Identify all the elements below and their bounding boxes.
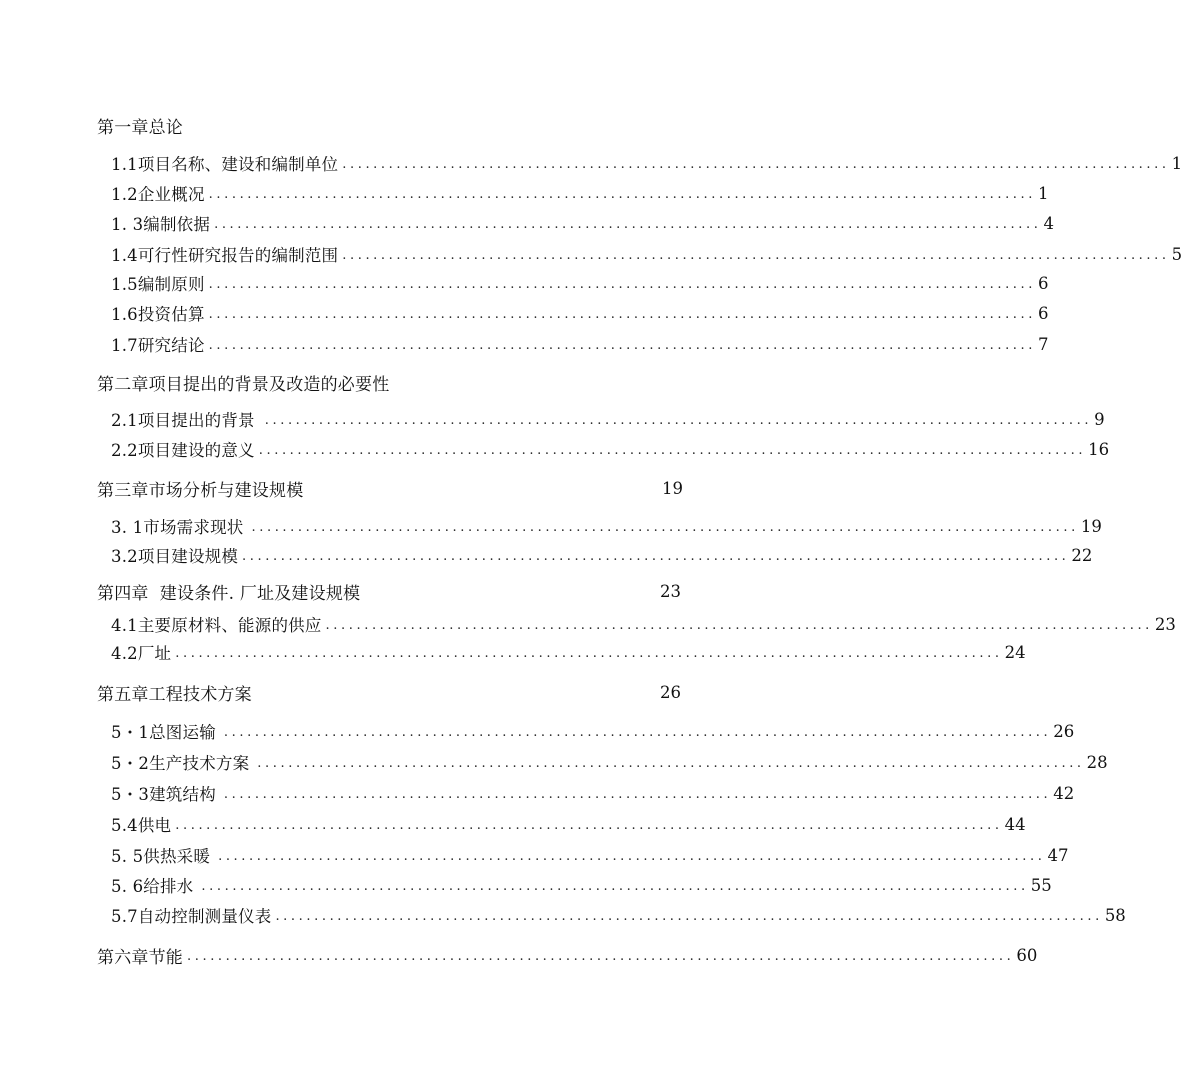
toc-page-number: 44 (1004, 814, 1026, 834)
toc-page-number: 26 (660, 682, 681, 702)
dot-leader: ........................................................................................................... (208, 276, 1036, 292)
toc-entry-title: 2.1项目提出的背景 (111, 411, 255, 430)
toc-page-number: 7 (1038, 334, 1049, 354)
toc-entry-title: 3. 1市场需求现状 (111, 518, 244, 537)
dot-leader: ........................................................................................................... (201, 878, 1029, 894)
toc-chapter-3 (97, 474, 683, 502)
toc-entry-3-1 (111, 512, 1102, 540)
toc-page-number: 22 (1071, 545, 1093, 565)
dot-leader: ........................................................................................................... (187, 948, 1015, 964)
dot-leader: ........................................................................................................... (214, 216, 1042, 232)
toc-entry-1-6 (111, 299, 1049, 327)
toc-entry-title: 2.2项目建设的意义 (111, 441, 255, 460)
toc-entry-title: 1. 3编制依据 (111, 215, 211, 234)
toc-entry-title: 第二章项目提出的背景及改造的必要性 (97, 374, 390, 395)
toc-entry-4-1 (111, 610, 1176, 638)
toc-entry-5-3 (111, 779, 1075, 807)
toc-page-number: 26 (1053, 721, 1075, 741)
dot-leader: ........................................................................................................... (251, 519, 1079, 535)
dot-leader: ........................................................................................................... (208, 186, 1036, 202)
toc-entry-1-7 (111, 330, 1049, 358)
toc-entry-3-2 (111, 541, 1093, 569)
toc-entry-title: 5. 6给排水 (111, 877, 194, 896)
toc-entry-2-2 (111, 435, 1110, 463)
dot-leader: ........................................................................................................... (264, 412, 1093, 428)
toc-entry-title: 5・2生产技术方案 (111, 754, 250, 773)
toc-entry-title: 1.2企业概况 (111, 185, 205, 204)
toc-entry-5-4 (111, 810, 1026, 838)
toc-entry-title: 5. 5供热采暖 (111, 847, 211, 866)
toc-chapter-2 (97, 368, 389, 396)
toc-entry-title: 5.4供电 (111, 816, 172, 835)
toc-chapter-1 (97, 111, 183, 139)
toc-entry-title: 3.2项目建设规模 (111, 547, 239, 566)
dot-leader: ........................................................................................................... (175, 817, 1003, 833)
toc-entry-title: 第六章节能 (97, 947, 183, 968)
toc-entry-title: 1.1项目名称、建设和编制单位 (111, 155, 339, 174)
dot-leader: ........................................................................................................... (342, 247, 1170, 263)
toc-entry-title: 第一章总论 (97, 117, 183, 138)
dot-leader: ........................................................................................................... (242, 548, 1070, 564)
toc-page-number: 47 (1047, 845, 1069, 865)
toc-chapter-4 (97, 577, 681, 605)
toc-entry-2-1 (111, 405, 1105, 433)
toc-entry-title: 1.4可行性研究报告的编制范围 (111, 246, 339, 265)
toc-chapter-6 (97, 941, 1038, 969)
toc-entry-title: 1.5编制原则 (111, 275, 205, 294)
toc-entry-title: 1.7研究结论 (111, 336, 205, 355)
toc-page-number: 5 (1171, 244, 1182, 264)
toc-entry-5-2 (111, 748, 1108, 776)
toc-entry-5-7 (111, 901, 1126, 929)
dot-leader: ........................................................................................................... (208, 306, 1036, 322)
toc-entry-5-6 (111, 871, 1052, 899)
toc-entry-title: 5・1总图运输 (111, 723, 216, 742)
toc-entry-5-1 (111, 717, 1075, 745)
dot-leader: ........................................................................................................... (258, 442, 1087, 458)
toc-entry-1-3 (111, 209, 1054, 237)
toc-entry-1-1 (111, 149, 1182, 177)
toc-page-number: 23 (660, 581, 681, 601)
toc-page-number: 19 (662, 478, 683, 498)
toc-page-number: 58 (1104, 905, 1126, 925)
dot-leader: ........................................................................................................... (175, 645, 1003, 661)
toc-entry-1-4 (111, 240, 1182, 268)
toc-entry-1-5 (111, 269, 1049, 297)
toc-page-number: 6 (1038, 273, 1049, 293)
dot-leader: ........................................................................................................... (223, 786, 1052, 802)
toc-chapter-5 (97, 678, 681, 706)
toc-page-number: 23 (1154, 614, 1176, 634)
toc-entry-4-2 (111, 638, 1026, 666)
toc-page-number: 42 (1053, 783, 1075, 803)
toc-entry-1-2 (111, 179, 1049, 207)
dot-leader: ........................................................................................................... (342, 156, 1170, 172)
toc-page-number: 28 (1086, 752, 1108, 772)
toc-page-number: 60 (1016, 945, 1038, 965)
toc-entry-title: 第四章 建设条件. 厂址及建设规模 (97, 583, 361, 604)
toc-entry-title: 1.6投资估算 (111, 305, 205, 324)
dot-leader: ........................................................................................................... (218, 848, 1046, 864)
toc-entry-title: 第三章市场分析与建设规模 (97, 480, 304, 501)
toc-page-number: 1 (1171, 153, 1182, 173)
toc-entry-title: 4.2厂址 (111, 644, 172, 663)
dot-leader: ........................................................................................................... (223, 724, 1052, 740)
dot-leader: ........................................................................................................... (325, 617, 1153, 633)
toc-entry-title: 第五章工程技术方案 (97, 684, 252, 705)
toc-page-number: 4 (1043, 213, 1054, 233)
toc-entry-title: 5・3建筑结构 (111, 785, 216, 804)
toc-entry-title: 4.1主要原材料、能源的供应 (111, 616, 322, 635)
toc-page-number: 55 (1030, 875, 1052, 895)
toc-page-number: 19 (1080, 516, 1102, 536)
dot-leader: ........................................................................................................... (208, 337, 1036, 353)
toc-page-number: 9 (1094, 409, 1105, 429)
toc-page-number: 6 (1038, 303, 1049, 323)
toc-entry-5-5 (111, 841, 1069, 869)
toc-page-number: 24 (1004, 642, 1026, 662)
dot-leader: ........................................................................................................... (275, 908, 1103, 924)
toc-page-number: 1 (1038, 183, 1049, 203)
toc-entry-title: 5.7自动控制测量仪表 (111, 907, 272, 926)
toc-page-number: 16 (1088, 439, 1110, 459)
dot-leader: ........................................................................................................... (257, 755, 1085, 771)
